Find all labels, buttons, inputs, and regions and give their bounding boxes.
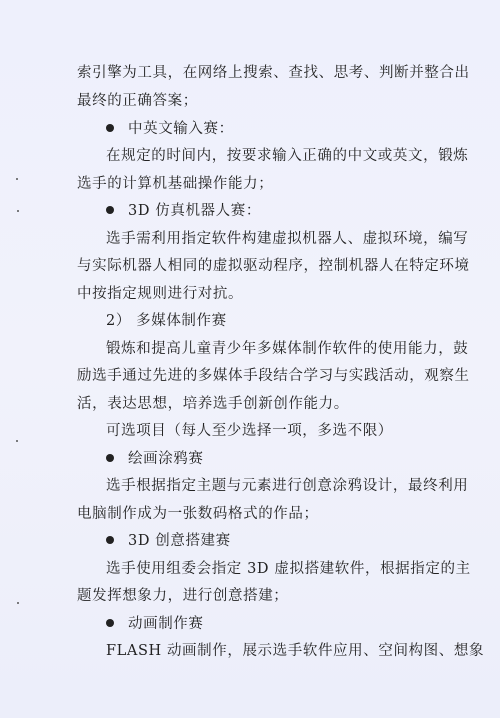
text-line: 题发挥想象力，进行创意搭建；	[77, 588, 289, 604]
text-line: 在规定的时间内，按要求输入正确的中文或英文，锻炼	[106, 148, 469, 164]
bullet-icon	[106, 206, 114, 214]
bullet-icon	[106, 124, 114, 132]
bullet-icon	[106, 454, 114, 462]
section-heading: 2） 多媒体制作赛	[106, 313, 227, 329]
scan-speck	[16, 178, 18, 180]
text-line: 可选项目（每人至少选择一项，多选不限）	[106, 423, 393, 439]
bullet-label: 3D 创意搭建赛	[128, 533, 231, 549]
text-line: 选手需利用指定软件构建虚拟机器人、虚拟环境，编写	[106, 231, 469, 247]
scan-speck	[16, 440, 18, 442]
text-line: 与实际机器人相同的虚拟驱动程序，控制机器人在特定环境	[77, 258, 470, 274]
text-line: 中按指定规则进行对抗。	[77, 286, 244, 302]
bullet-icon	[106, 536, 114, 544]
bullet-label: 3D 仿真机器人赛：	[128, 203, 261, 219]
bullet-label: 绘画涂鸦赛	[128, 451, 204, 467]
text-line: 电脑制作成为一张数码格式的作品；	[77, 506, 319, 522]
bullet-item-animation-contest	[106, 614, 204, 634]
bullet-item-input-contest	[106, 119, 234, 139]
text-line: 选手的计算机基础操作能力；	[77, 176, 274, 192]
text-line: 索引擎为工具，在网络上搜索、查找、思考、判断并整合出	[77, 65, 470, 81]
text-line: FLASH 动画制作，展示选手软件应用、空间构图、想象	[106, 643, 485, 659]
text-line: 励选手通过先进的多媒体手段结合学习与实践活动，观察生	[77, 368, 470, 384]
bullet-item-drawing-contest	[106, 449, 204, 469]
bullet-label: 中英文输入赛：	[128, 121, 234, 137]
bullet-item-robot-contest	[106, 201, 261, 221]
text-line: 锻炼和提高儿童青少年多媒体制作软件的使用能力，鼓	[106, 341, 469, 357]
scan-speck	[17, 210, 19, 212]
bullet-icon	[106, 619, 114, 627]
bullet-label: 动画制作赛	[128, 616, 204, 632]
scan-speck	[17, 602, 19, 604]
text-line: 最终的正确答案；	[77, 93, 198, 109]
text-line: 选手使用组委会指定 3D 虚拟搭建软件，根据指定的主	[106, 561, 471, 577]
text-line: 选手根据指定主题与元素进行创意涂鸦设计，最终利用	[106, 478, 469, 494]
bullet-item-3d-build-contest	[106, 531, 231, 551]
text-line: 活，表达思想，培养选手创新创作能力。	[77, 396, 349, 412]
